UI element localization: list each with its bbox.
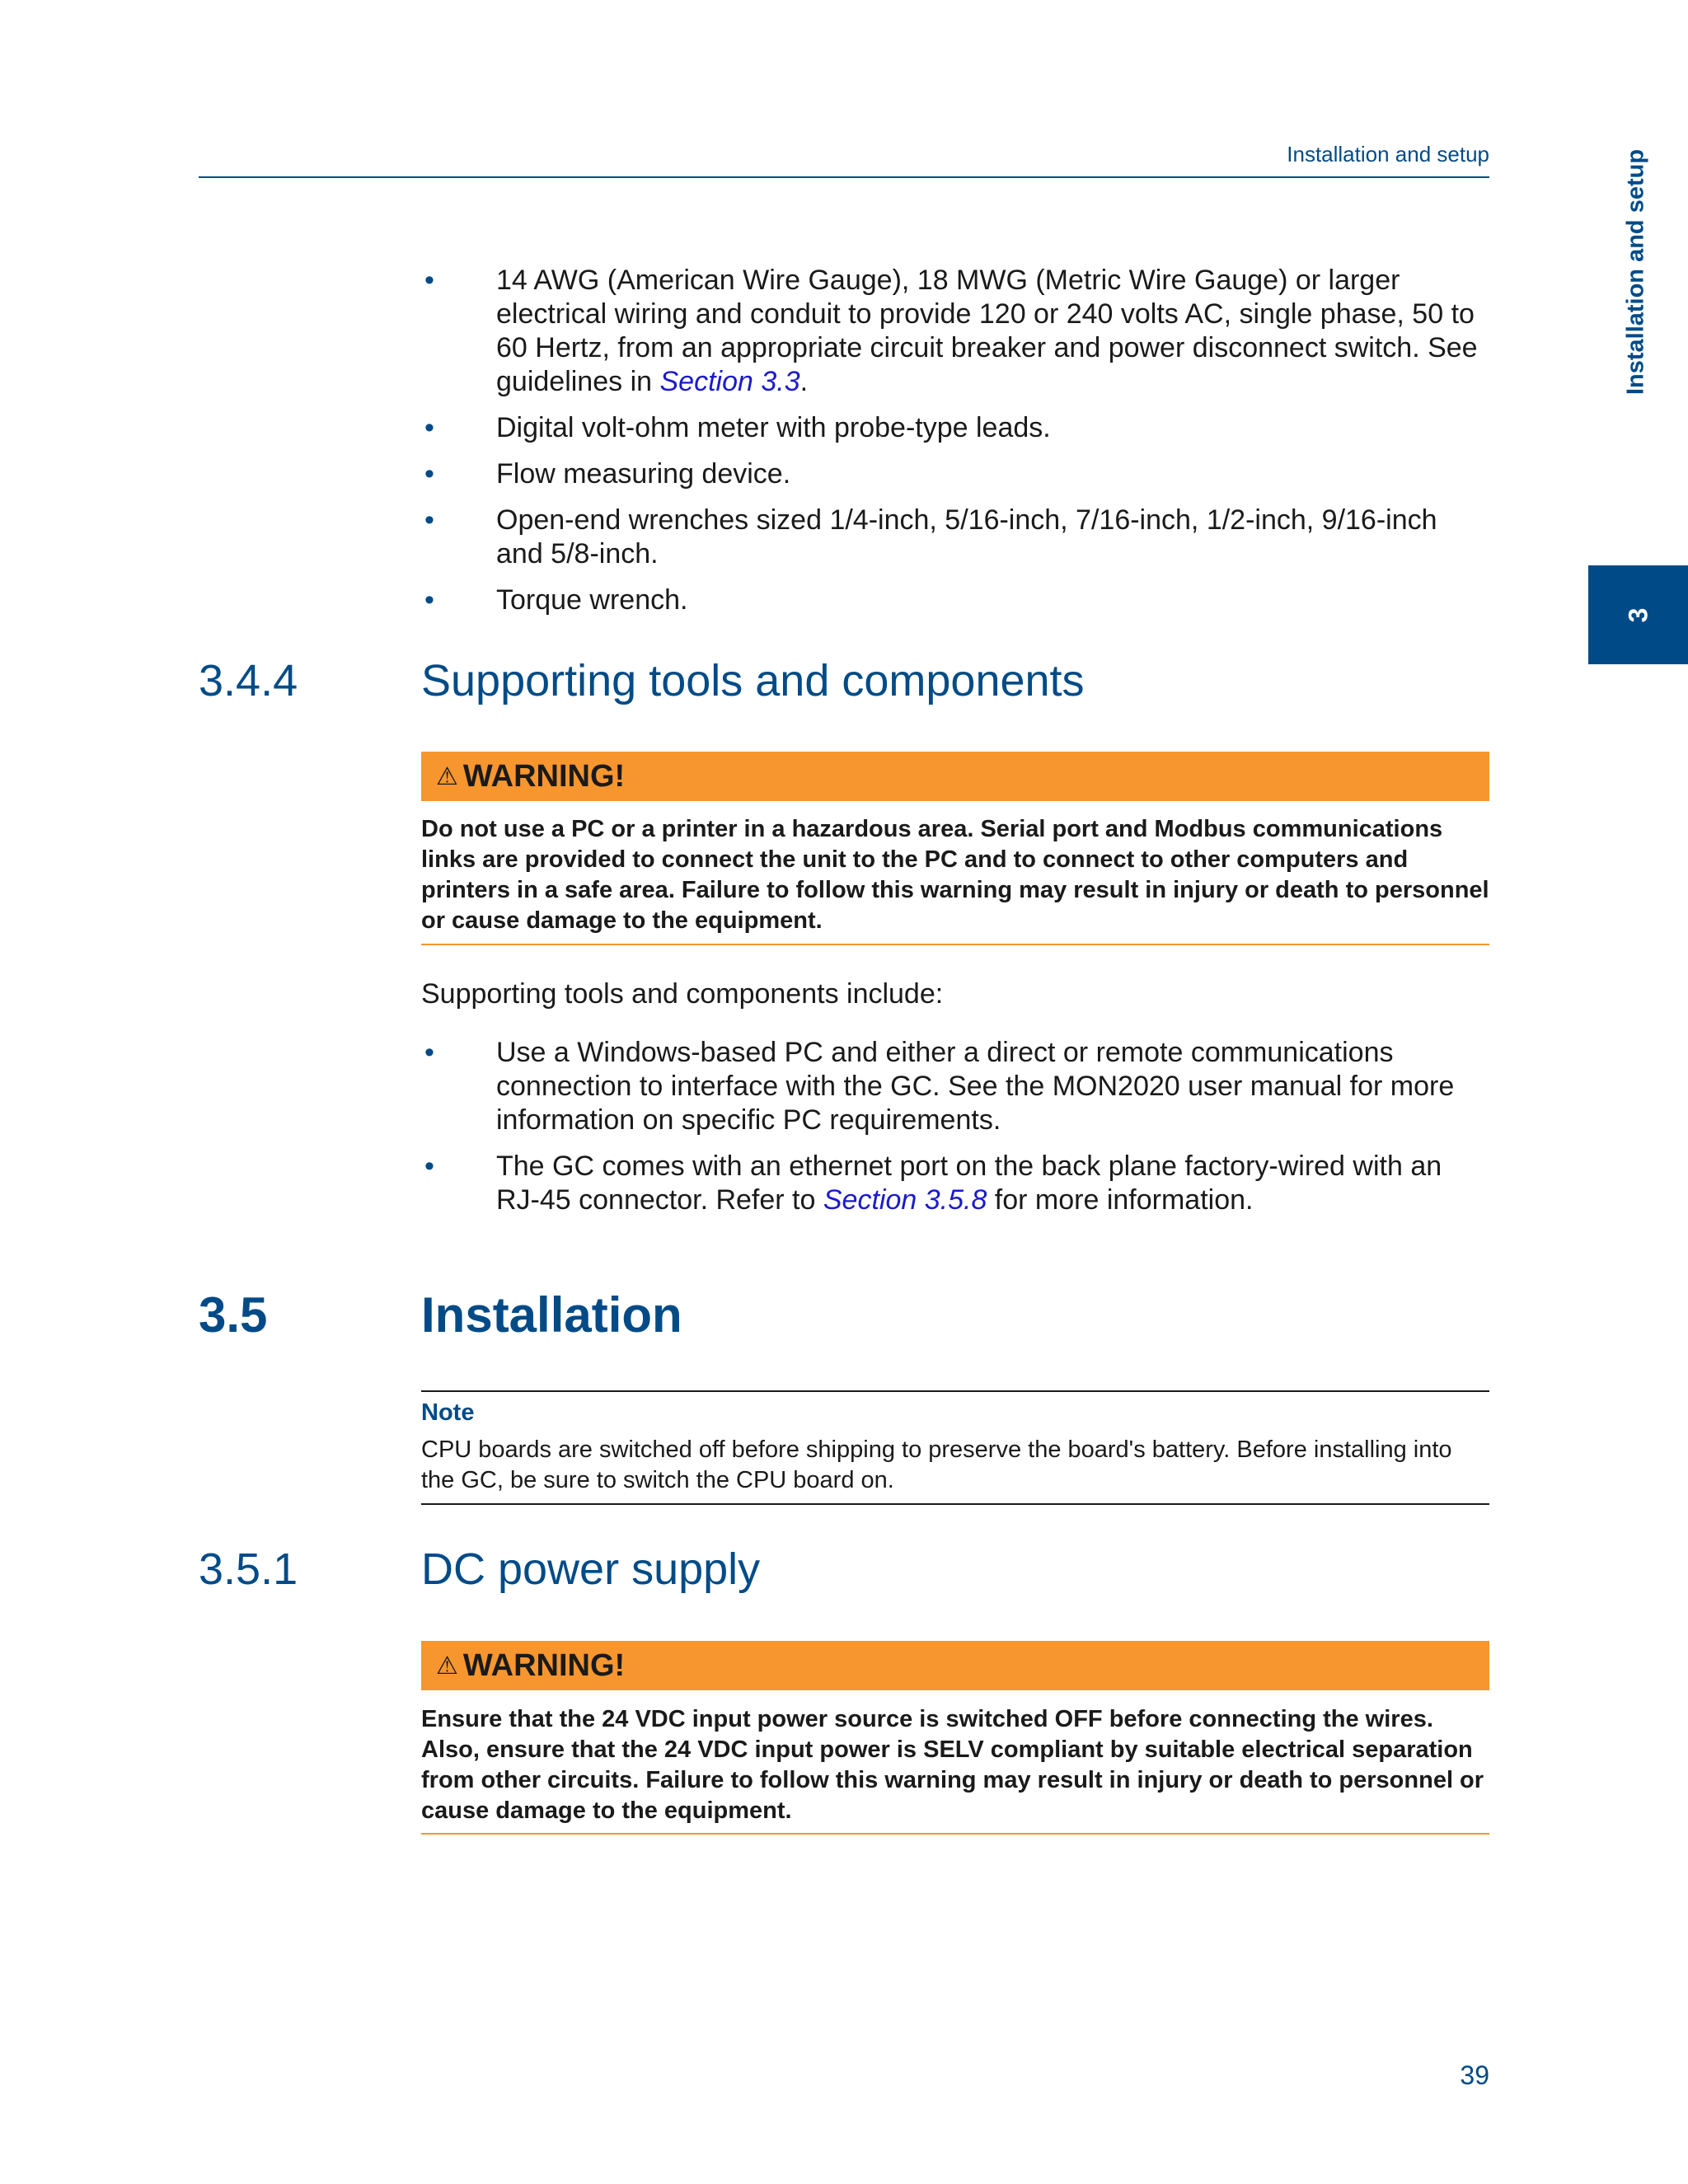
section-link[interactable]: Section 3.5.8 (823, 1184, 987, 1216)
list-item (421, 504, 1489, 571)
list-item (421, 264, 1489, 399)
bullet-icon: • (424, 1151, 434, 1182)
header-rule (199, 176, 1489, 178)
list-item-text: Digital volt-ohm meter with probe-type leads. (496, 412, 1051, 443)
bullet-icon: • (424, 1037, 434, 1068)
warning-text: Do not use a PC or a printer in a hazardous area. Serial port and Modbus communications links are provided to connect the unit to the PC and to connect to other computers and printers in a safe area. Failure to follow this warning may result in injury or death to personnel or cause damage to the equipment. (421, 816, 1489, 934)
list-item-text: Open-end wrenches sized 1/4-inch, 5/16-inch, 7/16-inch, 1/2-inch, 9/16-inch and 5/8-inch. (496, 504, 1437, 569)
warning-rule (421, 944, 1489, 945)
warning-triangle-icon: ⚠ (436, 1652, 458, 1680)
list-item-suffix: for more information. (987, 1184, 1254, 1216)
list-item (421, 583, 1489, 617)
section-title: DC power supply (421, 1544, 761, 1594)
bullet-icon: • (424, 584, 434, 616)
intro-paragraph: Supporting tools and components include: (421, 978, 944, 1010)
warning-text: Ensure that the 24 VDC input power source is switched OFF before connecting the wires. Also, ensure that the 24 VDC input power is SELV compliant by suitable electrical separation from other circuits. Failure to follow this warning may result in injury or death to personnel or cause damage to the equipment. (421, 1706, 1484, 1824)
chapter-tab (1588, 565, 1688, 664)
list-item-text: 14 AWG (American Wire Gauge), 18 MWG (Metric Wire Gauge) or larger electrical wiring and conduit to provide 120 or 240 volts AC, single phase, 50 to 60 Hertz, from an appropriate circuit breaker and power disconnect switch. See guidelines in (496, 265, 1478, 397)
list-item (421, 411, 1489, 445)
bullet-icon: • (424, 412, 434, 443)
note-text: CPU boards are switched off before shipping to preserve the board's battery. Before installing into the GC, be sure to switch the CPU board on. (421, 1436, 1452, 1493)
section-title: Supporting tools and components (421, 656, 1085, 705)
bullet-icon: • (424, 458, 434, 490)
supporting-tools-list (421, 1036, 1489, 1230)
section-link[interactable]: Section 3.3 (659, 366, 800, 397)
warning-label: WARNING! (462, 759, 626, 794)
side-tab-label-text: Installation and setup (1622, 148, 1649, 396)
warning-banner (421, 1641, 1489, 1690)
list-item-text: The GC comes with an ethernet port on the back plane factory-wired with an RJ-45 connector. Refer to (496, 1151, 1442, 1216)
bullet-icon: • (424, 265, 434, 296)
list-item-text: Flow measuring device. (496, 458, 791, 490)
note-label: Note (421, 1399, 475, 1426)
page-number: 39 (1460, 2060, 1489, 2090)
note-bottom-rule (421, 1503, 1489, 1505)
bullet-icon: • (424, 504, 434, 536)
note-top-rule (421, 1390, 1489, 1392)
list-item (421, 1150, 1489, 1217)
section-title: Installation (421, 1287, 682, 1343)
list-item-suffix: . (799, 366, 809, 397)
chapter-number: 3 (1622, 607, 1653, 622)
section-number: 3.5.1 (199, 1544, 298, 1594)
warning-banner (421, 752, 1489, 801)
section-number: 3.4.4 (199, 656, 298, 705)
list-item (421, 1036, 1489, 1137)
running-header: Installation and setup (1287, 142, 1489, 166)
warning-rule (421, 1833, 1489, 1835)
warning-triangle-icon: ⚠ (436, 763, 458, 790)
list-item (421, 457, 1489, 491)
top-bullet-list (421, 264, 1489, 630)
list-item-text: Torque wrench. (496, 584, 688, 616)
section-number: 3.5 (199, 1287, 268, 1343)
list-item-text: Use a Windows-based PC and either a direct or remote communications connection to interface with the GC. See the MON2020 user manual for more information on specific PC requirements. (496, 1037, 1455, 1136)
warning-label: WARNING! (462, 1648, 626, 1683)
